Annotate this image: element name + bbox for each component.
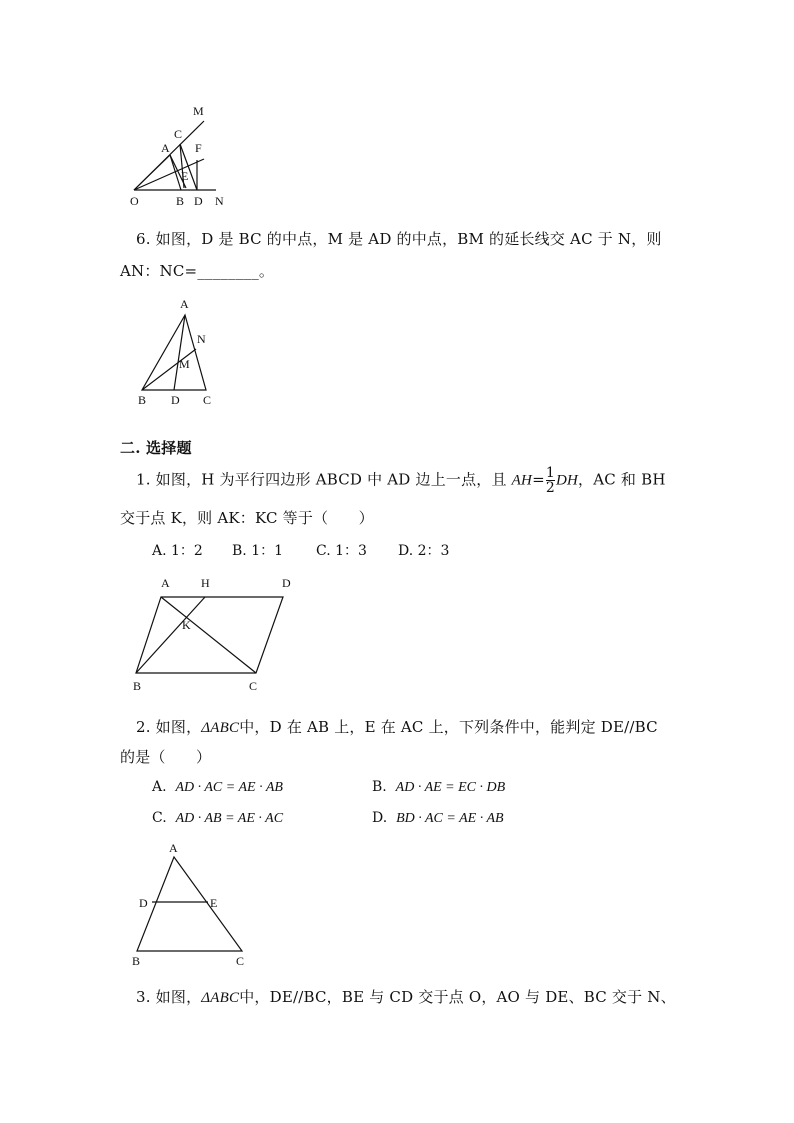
c2-option-d — [372, 810, 504, 827]
q6-line2: AN：NC=________。 — [120, 262, 275, 280]
figure-triangle-q6 — [130, 295, 230, 410]
c1-eq: = — [532, 470, 545, 489]
c1-option-c: C. 1：3 — [316, 543, 367, 559]
option-letter: D. — [372, 810, 388, 826]
c2-line2: 的是（ ） — [120, 748, 212, 766]
c1-fraction — [546, 466, 555, 495]
c3-line1 — [136, 986, 676, 1007]
label-f: F — [195, 141, 202, 155]
c2-text-pre: 2. 如图， — [136, 718, 202, 736]
label-c: C — [236, 954, 245, 968]
section-heading: 二. 选择题 — [120, 439, 192, 457]
c1-line1 — [136, 466, 666, 495]
c2-option-c — [152, 810, 283, 827]
c3-text-post: 中，DE//BC，BE 与 CD 交于点 O，AO 与 DE、BC 交于 N、 — [239, 988, 676, 1006]
parallelogram-abcd — [136, 597, 283, 673]
label-c: C — [174, 127, 183, 141]
label-a: A — [169, 841, 178, 855]
option-expression: AD · AC = AE · AB — [175, 780, 283, 795]
c1-option-a: A. 1：2 — [152, 543, 203, 559]
label-a: A — [161, 576, 170, 590]
option-expression: AD · AB = AE · AC — [175, 811, 284, 826]
c2-option-b — [372, 779, 505, 796]
c1-text-pre: 1. 如图，H 为平行四边形 ABCD 中 AD 边上一点，且 — [136, 470, 507, 489]
q6-line1: 6. 如图，D 是 BC 的中点，M 是 AD 的中点，BM 的延长线交 AC 于 N，则 — [136, 230, 662, 248]
label-c: C — [249, 679, 258, 693]
c3-triangle: ΔABC — [201, 990, 240, 1006]
c1-line2: 交于点 K，则 AK：KC 等于（ ） — [120, 509, 374, 527]
c2-line1 — [136, 716, 658, 737]
label-c: C — [203, 393, 212, 407]
c1-rhs: DH — [555, 472, 579, 489]
triangle-abc — [142, 315, 206, 390]
figure-parallelogram — [125, 570, 305, 695]
label-n: N — [197, 332, 206, 346]
segment-oa — [134, 155, 170, 190]
c2-triangle: ΔABC — [201, 720, 240, 736]
segment-ab — [170, 155, 181, 190]
label-e: E — [210, 896, 218, 910]
label-b: B — [138, 393, 147, 407]
median-ad — [174, 315, 185, 390]
c3-text-pre: 3. 如图， — [136, 988, 202, 1006]
fraction-numerator: 1 — [545, 465, 555, 481]
label-b: B — [176, 194, 185, 208]
figure-triangle-de-bc — [128, 838, 258, 973]
label-a: A — [180, 297, 189, 311]
option-letter: C. — [152, 810, 167, 826]
triangle-abc — [137, 857, 242, 951]
figure-angle-mon — [120, 100, 240, 210]
label-k: K — [182, 618, 191, 632]
fraction-denominator: 2 — [545, 480, 555, 496]
option-expression: BD · AC = AE · AB — [396, 811, 504, 826]
c1-option-d: D. 2：3 — [398, 543, 450, 559]
label-a: A — [161, 141, 170, 155]
c1-text-post: ，AC 和 BH — [578, 470, 666, 489]
label-m: M — [179, 357, 190, 371]
label-m: M — [193, 104, 204, 118]
diagonal-ac — [161, 597, 256, 673]
c1-option-b: B. 1：1 — [232, 543, 284, 559]
label-b: B — [132, 954, 141, 968]
label-d: D — [171, 393, 180, 407]
label-d: D — [194, 194, 203, 208]
option-letter: A. — [152, 779, 167, 795]
label-b: B — [133, 679, 142, 693]
c2-option-a — [152, 779, 283, 796]
c1-lhs: AH — [511, 472, 533, 489]
c2-text-post: 中，D 在 AB 上，E 在 AC 上，下列条件中，能判定 DE//BC — [239, 718, 658, 736]
label-e: E — [181, 169, 189, 183]
label-d: D — [282, 576, 291, 590]
label-h: H — [201, 576, 210, 590]
option-letter: B. — [372, 779, 387, 795]
label-n: N — [215, 194, 224, 208]
label-d: D — [139, 896, 148, 910]
label-o: O — [130, 194, 139, 208]
segment-bh — [136, 597, 205, 673]
option-expression: AD · AE = EC · DB — [395, 780, 506, 795]
segment-of — [134, 159, 204, 190]
